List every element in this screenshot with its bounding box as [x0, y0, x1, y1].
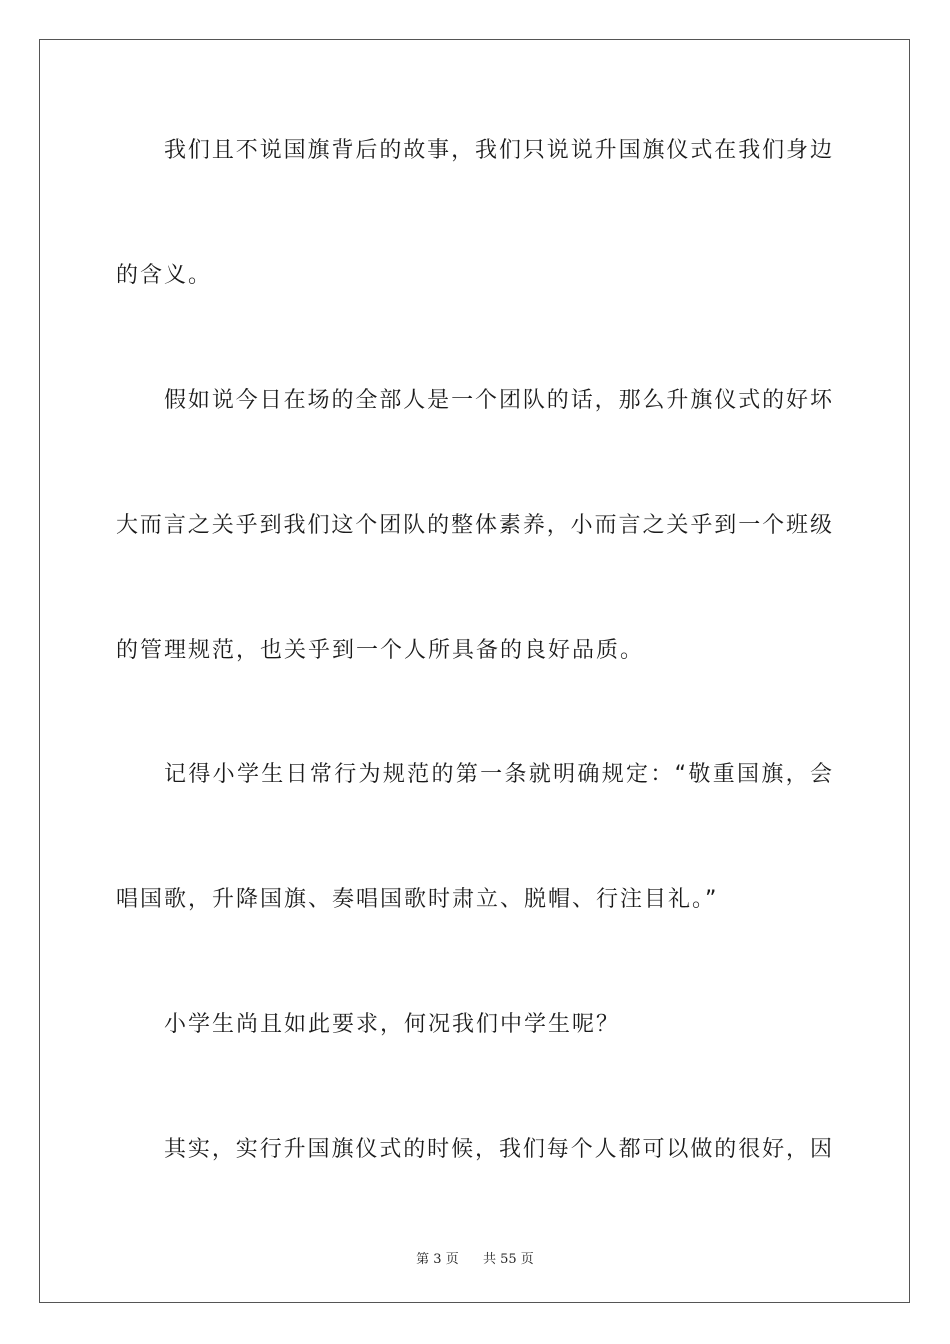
page-border	[39, 39, 910, 1303]
paragraph-line: 唱国歌，升降国旗、奏唱国歌时肃立、脱帽、行注目礼。”	[116, 887, 719, 912]
paragraph-line: 小学生尚且如此要求，何况我们中学生呢？	[164, 1012, 621, 1037]
paragraph-line: 的含义。	[116, 263, 213, 288]
paragraph-line: 我们且不说国旗背后的故事，我们只说说升国旗仪式在我们身边	[164, 138, 832, 163]
paragraph-line: 的管理规范，也关乎到一个人所具备的良好品质。	[116, 638, 645, 663]
paragraph-line: 大而言之关乎到我们这个团队的整体素养，小而言之关乎到一个班级	[116, 513, 832, 538]
page-number: 第 3 页	[416, 1252, 459, 1267]
paragraph-line: 其实，实行升国旗仪式的时候，我们每个人都可以做的很好，因	[164, 1137, 832, 1162]
paragraph-line: 假如说今日在场的全部人是一个团队的话，那么升旗仪式的好坏	[164, 388, 832, 413]
page-footer	[0, 1248, 950, 1267]
paragraph-line: 记得小学生日常行为规范的第一条就明确规定：“敬重国旗，会	[164, 762, 832, 787]
page-total: 共 55 页	[483, 1252, 534, 1267]
